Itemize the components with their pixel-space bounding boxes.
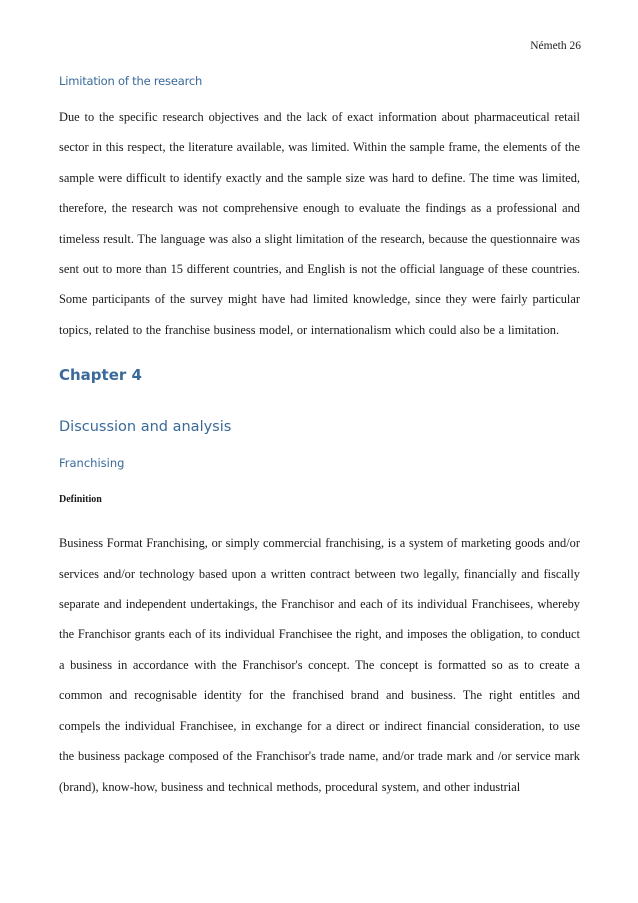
page-content xyxy=(59,74,580,802)
limitation-paragraph: Due to the specific research objectives and the lack of exact information about pharmaceutical retail sector in this respect, the literature available, was limited. Within the sample frame, the elements of the sample were difficult to identify exactly and the sample size was hard to define. The time was limited, therefore, the research was not comprehensive enough to evaluate the findings as a professional and timeless result. The language was also a slight limitation of the research, because the questionnaire was sent out to more than 15 different countries, and English is not the official language of these countries. Some participants of the survey might have had limited knowledge, since they were fairly particular topics, related to the franchise business model, or internationalism which could also be a limitation. xyxy=(59,110,580,337)
running-header: Németh 26 xyxy=(530,40,581,52)
definition-label: Definition xyxy=(59,494,102,506)
limitation-heading: Limitation of the research xyxy=(59,74,203,88)
definition-paragraph: Business Format Franchising, or simply commercial franchising, is a system of marketing goods and/or services and/or technology based upon a written contract between two legally, financially and fiscally separate and independent undertakings, the Franchisor and each of its individual Franchisees, whereby the Franchisor grants each of its individual Franchisee the right, and imposes the obligation, to conduct a business in accordance with the Franchisor's concept. The concept is formatted so as to create a common and recognisable identity for the franchised brand and business. The right entitles and compels the individual Franchisee, in exchange for a direct or indirect financial consideration, to use the business package composed of the Franchisor's trade name, and/or trade mark and /or service mark (brand), know-how, business and technical methods, procedural system, and other industrial xyxy=(59,536,580,794)
section-title: Discussion and analysis xyxy=(59,419,232,436)
subsection-title: Franchising xyxy=(59,456,125,471)
chapter-title: Chapter 4 xyxy=(59,366,142,385)
